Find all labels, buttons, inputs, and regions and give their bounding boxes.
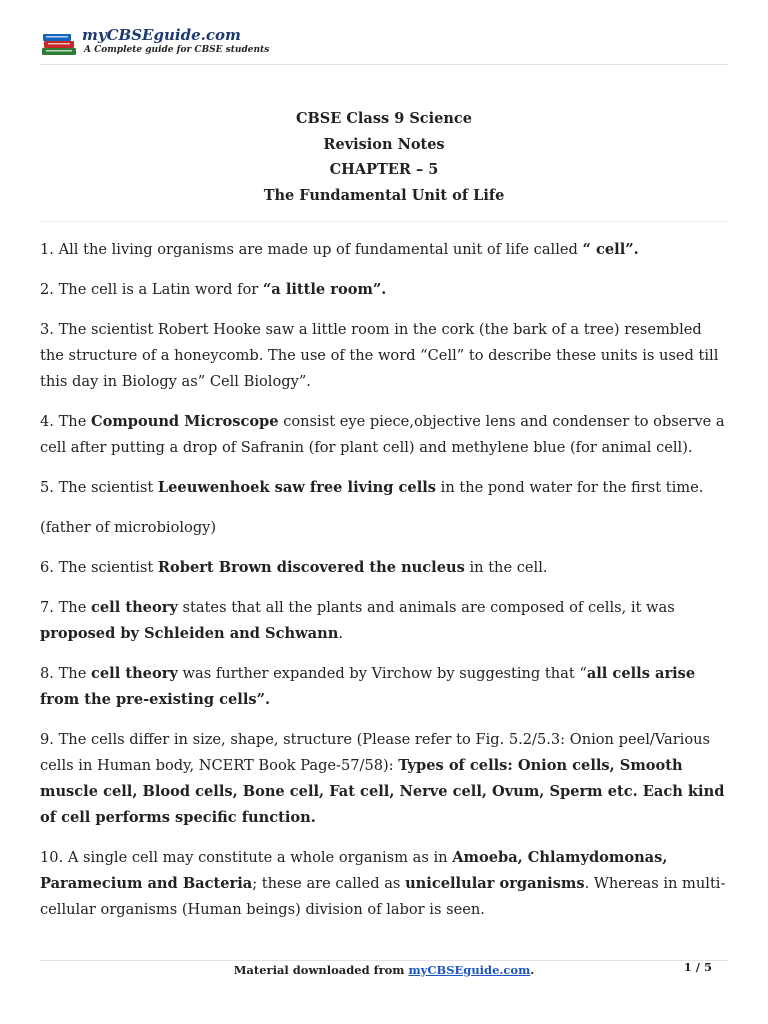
footer-text: Material downloaded from — [233, 963, 409, 977]
note-item: 7. The cell theory states that all the plants and animals are composed of cells, it was proposed by Schleiden and Schwann. — [40, 599, 675, 642]
document-title — [40, 106, 728, 208]
note-item: 4. The Compound Microscope consist eye piece,objective lens and condenser to observe a cell after putting a drop of Safranin (for plant cell) and methylene blue (for animal cell). — [40, 413, 725, 456]
note-item: (father of microbiology) — [40, 519, 217, 536]
note-item: 1. All the living organisms are made up of fundamental unit of life called “ cell”. — [40, 241, 639, 258]
brand-name: myCBSEguide.com — [82, 26, 241, 44]
footer-site-link[interactable]: myCBSEguide.com — [408, 963, 531, 977]
site-logo[interactable] — [40, 26, 270, 60]
books-logo-icon — [40, 30, 80, 58]
notes-content — [40, 237, 730, 937]
note-item: 3. The scientist Robert Hooke saw a little room in the cork (the bark of a tree) resembled the structure of a honeycomb. The use of the word “Cell” to describe these units is used till this day in Biology as” Cell Biology”. — [40, 321, 719, 390]
note-item: 2. The cell is a Latin word for “a little room”. — [40, 281, 387, 298]
note-item: 8. The cell theory was further expanded by Virchow by suggesting that “all cells arise from the pre-existing cells”. — [40, 665, 696, 708]
title-line: CBSE Class 9 Science — [296, 110, 472, 127]
page-footer: Material downloaded from myCBSEguide.com. — [233, 963, 535, 977]
title-divider — [40, 221, 728, 222]
note-item: 5. The scientist Leeuwenhoek saw free living cells in the pond water for the first time. — [40, 479, 704, 496]
brand-tagline: A Complete guide for CBSE students — [84, 45, 270, 55]
footer-divider — [40, 960, 728, 961]
note-item: 10. A single cell may constitute a whole organism as in Amoeba, Chlamydomonas, Paramecium and Bacteria; these are called as unicellular organisms. Whereas in multi-cellular organisms (Human beings) division of labor is seen. — [40, 849, 726, 918]
page-header — [40, 24, 728, 65]
title-line: CHAPTER – 5 — [329, 161, 439, 178]
note-item: 9. The cells differ in size, shape, structure (Please refer to Fig. 5.2/5.3: Onion peel/Various cells in Human body, NCERT Book Page-57/58): Types of cells: Onion cells, Smooth muscle cell, Blood cells, Bone cell, Fat cell, Nerve cell, Ovum, Sperm etc. Each kind of cell performs specific function. — [40, 731, 725, 826]
page-number: 1 / 5 — [683, 960, 712, 974]
note-item: 6. The scientist Robert Brown discovered the nucleus in the cell. — [40, 559, 548, 576]
title-line: Revision Notes — [323, 135, 445, 153]
title-line: The Fundamental Unit of Life — [263, 186, 505, 204]
